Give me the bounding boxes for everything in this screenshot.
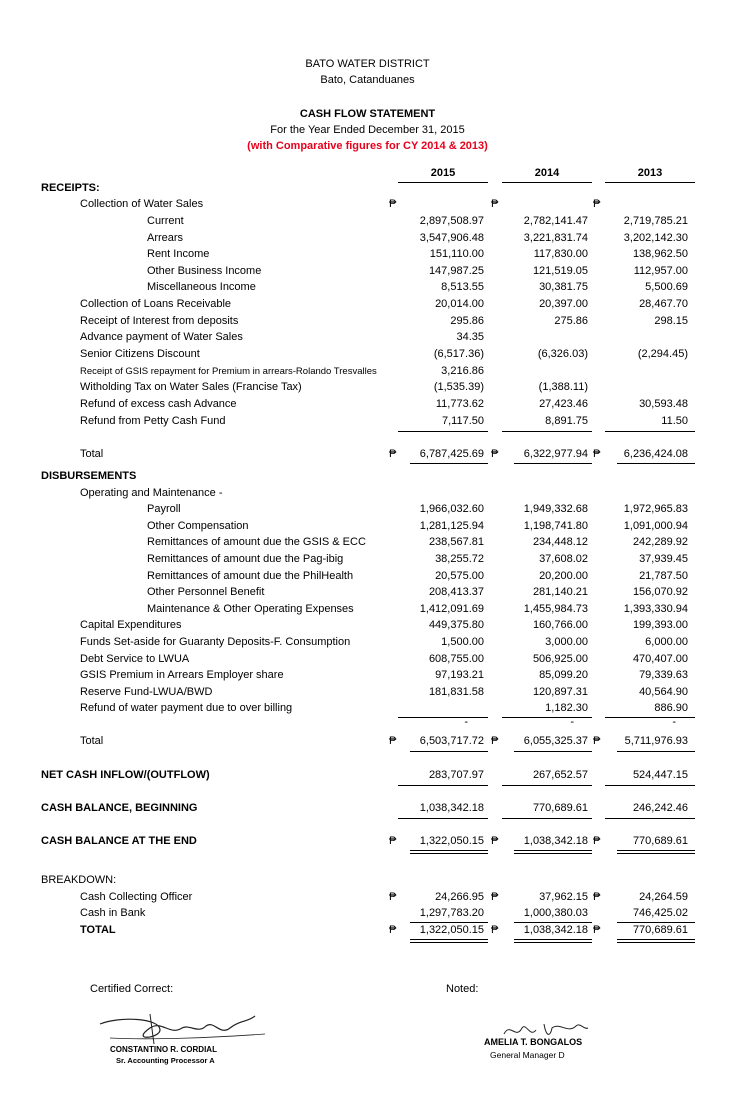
row-label: TOTAL (80, 924, 116, 936)
value-2014: 1,198,741.80 (523, 520, 588, 532)
value-2013: 24,264.59 (639, 891, 688, 903)
value-2014: 1,949,332.68 (523, 503, 588, 515)
total-underline (502, 785, 592, 786)
row-label: Total (80, 735, 104, 747)
value-2013: 524,447.15 (632, 769, 688, 781)
double-underline (617, 939, 695, 943)
row-label: Refund of excess cash Advance (80, 398, 237, 410)
report-period: For the Year Ended December 31, 2015 (270, 124, 465, 136)
value-2014: 160,766.00 (532, 619, 588, 631)
currency-symbol: ₱ (593, 924, 601, 936)
total-underline (514, 751, 592, 752)
table-row (0, 503, 735, 519)
value-2013: 30,593.48 (639, 398, 688, 410)
value-2015: 1,038,342.18 (419, 802, 484, 814)
row-label: Capital Expenditures (80, 619, 182, 631)
breakdown-total-row (0, 924, 735, 940)
ending-balance-row (0, 835, 735, 851)
column-header-2013: 2013 (637, 167, 663, 179)
currency-symbol: ₱ (389, 924, 397, 936)
value-2013: 28,467.70 (639, 298, 688, 310)
value-2014: 121,519.05 (532, 265, 588, 277)
beginning-balance-row (0, 802, 735, 818)
table-row (0, 232, 735, 248)
left-signatory-name: CONSTANTINO R. CORDIAL (110, 1045, 217, 1054)
value-2015: 97,193.21 (435, 669, 484, 681)
row-label: Arrears (147, 232, 184, 244)
row-label: Debt Service to LWUA (80, 653, 190, 665)
value-2014: 234,448.12 (532, 536, 588, 548)
currency-symbol: ₱ (593, 891, 601, 903)
total-underline (605, 818, 695, 819)
right-signatory-name: AMELIA T. BONGALOS (484, 1037, 583, 1047)
currency-symbol: ₱ (593, 198, 601, 210)
table-row (0, 619, 735, 635)
value-2014: 120,897.31 (532, 686, 588, 698)
row-label: Other Compensation (147, 520, 249, 532)
value-2015: 283,707.97 (428, 769, 484, 781)
row-label: Witholding Tax on Water Sales (Francise Tax) (80, 381, 302, 393)
currency-symbol: ₱ (389, 448, 397, 460)
table-row (0, 365, 735, 381)
currency-symbol: ₱ (491, 924, 499, 936)
table-row (0, 348, 735, 364)
subtotal-underline (410, 922, 488, 923)
value-2013: 1,091,000.94 (623, 520, 688, 532)
value-2014: 20,397.00 (539, 298, 588, 310)
value-2014: 770,689.61 (532, 802, 588, 814)
table-row (0, 553, 735, 569)
value-2013: 21,787.50 (639, 570, 688, 582)
row-label: Remittances of amount due the Pag-ibig (147, 553, 344, 565)
row-label: CASH BALANCE AT THE END (41, 835, 197, 847)
value-2013: 40,564.90 (639, 686, 688, 698)
total-2013: 5,711,976.93 (624, 735, 688, 747)
currency-symbol: ₱ (491, 835, 499, 847)
value-2014: 8,891.75 (545, 415, 588, 427)
total-2015: 6,503,717.72 (419, 735, 484, 747)
value-2013: 1,972,965.83 (623, 503, 688, 515)
value-2015: 20,575.00 (435, 570, 484, 582)
value-2013: 5,500.69 (645, 281, 688, 293)
table-row (0, 298, 735, 314)
value-2013: 11.50 (661, 415, 688, 427)
value-2014: 1,000,380.03 (523, 907, 588, 919)
value-2015: 1,297,783.20 (419, 907, 484, 919)
section-disbursements: DISBURSEMENTS (41, 470, 137, 482)
total-underline (514, 463, 592, 464)
value-2014: 3,000.00 (545, 636, 588, 648)
org-location: Bato, Catanduanes (320, 74, 415, 86)
row-label: Cash Collecting Officer (80, 891, 193, 903)
value-2014: 281,140.21 (532, 586, 588, 598)
row-label: Refund from Petty Cash Fund (80, 415, 226, 427)
net-cash-row (0, 769, 735, 785)
table-row (0, 265, 735, 281)
section-receipts: RECEIPTS: (41, 182, 100, 194)
value-2014: 27,423.46 (539, 398, 588, 410)
currency-symbol: ₱ (389, 198, 397, 210)
value-2015: 8,513.55 (441, 281, 484, 293)
value-2013: 746,425.02 (632, 907, 688, 919)
currency-symbol: ₱ (491, 735, 499, 747)
total-2014: 1,038,342.18 (523, 924, 588, 936)
value-2014: (6,326.03) (537, 348, 588, 360)
double-underline (514, 939, 592, 943)
value-2013: 37,939.45 (639, 553, 688, 565)
value-2013: 138,962.50 (632, 248, 688, 260)
row-label: Total (80, 448, 104, 460)
value-2015: 38,255.72 (435, 553, 484, 565)
value-2013: 6,000.00 (645, 636, 688, 648)
dash-2013: - (672, 716, 676, 728)
row-label: Remittances of amount due the GSIS & ECC (147, 536, 366, 548)
total-2013: 6,236,424.08 (623, 448, 688, 460)
right-signatory-title: General Manager D (490, 1050, 565, 1060)
value-2015: 238,567.81 (428, 536, 484, 548)
value-2015: 151,110.00 (429, 248, 484, 260)
currency-symbol: ₱ (593, 448, 601, 460)
dash-2014: - (570, 716, 574, 728)
row-label: CASH BALANCE, BEGINNING (41, 802, 198, 814)
table-row (0, 315, 735, 331)
row-label: Collection of Loans Receivable (80, 298, 232, 310)
row-label: GSIS Premium in Arrears Employer share (80, 669, 284, 681)
value-2014: 3,221,831.74 (523, 232, 588, 244)
table-row (0, 381, 735, 397)
row-label: Receipt of GSIS repayment for Premium in arrears-Rolando Tresvalles (80, 366, 377, 377)
row-label: Advance payment of Water Sales (80, 331, 243, 343)
value-2013: 770,689.61 (632, 835, 688, 847)
table-row (0, 215, 735, 231)
collection-water-sales-header: Collection of Water Sales (80, 198, 204, 210)
total-2015: 1,322,050.15 (419, 924, 484, 936)
total-underline (398, 818, 488, 819)
value-2013: 1,393,330.94 (623, 603, 688, 615)
currency-symbol: ₱ (389, 735, 397, 747)
value-2015: 608,755.00 (428, 653, 484, 665)
total-2013: 770,689.61 (632, 924, 688, 936)
subtotal-underline (605, 431, 695, 432)
org-name: BATO WATER DISTRICT (305, 58, 430, 70)
value-2014: 1,038,342.18 (523, 835, 588, 847)
table-row (0, 520, 735, 536)
value-2015: 1,322,050.15 (419, 835, 484, 847)
dash-row (0, 716, 735, 732)
value-2014: 37,962.15 (539, 891, 588, 903)
table-row (0, 570, 735, 586)
receipts-total-row (0, 448, 735, 464)
value-2013: 112,957.00 (633, 265, 688, 277)
value-2015: 147,987.25 (428, 265, 484, 277)
value-2015: 1,412,091.69 (419, 603, 484, 615)
left-signatory-title: Sr. Accounting Processor A (116, 1056, 215, 1065)
value-2014: 85,099.20 (539, 669, 588, 681)
value-2013: 79,339.63 (639, 669, 688, 681)
value-2015: 20,014.00 (435, 298, 484, 310)
value-2015: (6,517.36) (433, 348, 484, 360)
value-2015: 1,500.00 (441, 636, 484, 648)
value-2014: 37,608.02 (539, 553, 588, 565)
value-2015: 11,773.62 (435, 398, 484, 410)
double-underline (410, 850, 488, 854)
value-2013: 470,407.00 (632, 653, 688, 665)
total-underline (617, 463, 695, 464)
total-underline (398, 785, 488, 786)
noted-label: Noted: (446, 983, 479, 995)
row-label: Maintenance & Other Operating Expenses (147, 603, 354, 615)
row-label: Other Personnel Benefit (147, 586, 265, 598)
section-breakdown: BREAKDOWN: (41, 874, 117, 886)
value-2015: 3,547,906.48 (419, 232, 484, 244)
table-row (0, 907, 735, 923)
table-row (0, 398, 735, 414)
double-underline (410, 939, 488, 943)
currency-symbol: ₱ (491, 198, 499, 210)
table-row (0, 586, 735, 602)
total-underline (502, 818, 592, 819)
value-2014: 1,182.30 (545, 702, 588, 714)
value-2015: 208,413.37 (428, 586, 484, 598)
report-title: CASH FLOW STATEMENT (299, 108, 436, 120)
value-2015: 24,266.95 (435, 891, 484, 903)
value-2015: 2,897,508.97 (419, 215, 484, 227)
value-2014: 2,782,141.47 (523, 215, 588, 227)
total-underline (410, 463, 488, 464)
subtotal-underline (502, 431, 592, 432)
total-underline (605, 785, 695, 786)
value-2013: 298.15 (654, 315, 688, 327)
currency-symbol: ₱ (491, 448, 499, 460)
value-2014: 20,200.00 (539, 570, 588, 582)
value-2013: 246,242.46 (632, 802, 688, 814)
total-2014: 6,055,325.37 (523, 735, 588, 747)
row-label: Senior Citizens Discount (80, 348, 200, 360)
subtotal-underline (617, 922, 695, 923)
table-row (0, 686, 735, 702)
value-2013: 3,202,142.30 (623, 232, 688, 244)
value-2014: 506,925.00 (532, 653, 588, 665)
value-2014: 275.86 (554, 315, 588, 327)
value-2014: 117,830.00 (533, 248, 588, 260)
total-2015: 6,787,425.69 (419, 448, 484, 460)
value-2015: (1,535.39) (433, 381, 484, 393)
table-row (0, 281, 735, 297)
row-label: Other Business Income (147, 265, 262, 277)
dash-2015: - (464, 716, 468, 728)
table-row (0, 536, 735, 552)
total-underline (410, 751, 488, 752)
table-row (0, 653, 735, 669)
table-row (0, 415, 735, 431)
row-label: NET CASH INFLOW/(OUTFLOW) (41, 769, 210, 781)
disbursements-total-row (0, 735, 735, 751)
currency-symbol: ₱ (389, 835, 397, 847)
row-label: Receipt of Interest from deposits (80, 315, 239, 327)
table-row (0, 636, 735, 652)
value-2013: 886.90 (654, 702, 688, 714)
table-row (0, 248, 735, 264)
value-2013: 156,070.92 (632, 586, 688, 598)
certified-correct-label: Certified Correct: (90, 983, 174, 995)
value-2014: 267,652.57 (532, 769, 588, 781)
value-2013: 242,289.92 (632, 536, 688, 548)
total-2014: 6,322,977.94 (523, 448, 588, 460)
operating-maintenance-header: Operating and Maintenance - (80, 487, 223, 499)
column-header-2015: 2015 (430, 167, 456, 179)
currency-symbol: ₱ (593, 835, 601, 847)
value-2013: (2,294.45) (637, 348, 688, 360)
row-label: Current (147, 215, 184, 227)
row-label: Payroll (147, 503, 181, 515)
row-label: Funds Set-aside for Guaranty Deposits-F. Consumption (80, 636, 351, 648)
currency-symbol: ₱ (593, 735, 601, 747)
total-underline (617, 751, 695, 752)
row-label: Refund of water payment due to over billing (80, 702, 293, 714)
table-row (0, 891, 735, 907)
subtotal-underline (398, 431, 488, 432)
row-label: Miscellaneous Income (147, 281, 256, 293)
value-2014: (1,388.11) (538, 381, 588, 393)
row-label: Rent Income (147, 248, 210, 260)
value-2015: 7,117.50 (441, 415, 484, 427)
column-header-2014: 2014 (534, 167, 560, 179)
currency-symbol: ₱ (389, 891, 397, 903)
double-underline (514, 850, 592, 854)
table-row (0, 331, 735, 347)
row-label: Reserve Fund-LWUA/BWD (80, 686, 213, 698)
value-2014: 1,455,984.73 (523, 603, 588, 615)
value-2015: 449,375.80 (428, 619, 484, 631)
value-2013: 199,393.00 (632, 619, 688, 631)
value-2013: 2,719,785.21 (623, 215, 688, 227)
value-2015: 3,216.86 (441, 365, 484, 377)
value-2014: 30,381.75 (539, 281, 588, 293)
row-label: Cash in Bank (80, 907, 146, 919)
double-underline (617, 850, 695, 854)
value-2015: 1,966,032.60 (419, 503, 484, 515)
row-label: Remittances of amount due the PhilHealth (147, 570, 354, 582)
value-2015: 181,831.58 (428, 686, 484, 698)
currency-symbol: ₱ (491, 891, 499, 903)
table-row (0, 603, 735, 619)
value-2015: 34.35 (456, 331, 484, 343)
value-2015: 1,281,125.94 (419, 520, 484, 532)
subtotal-underline (514, 922, 592, 923)
report-comparative-note: (with Comparative figures for CY 2014 & 2013) (247, 140, 488, 152)
table-row (0, 669, 735, 685)
value-2015: 295.86 (450, 315, 484, 327)
